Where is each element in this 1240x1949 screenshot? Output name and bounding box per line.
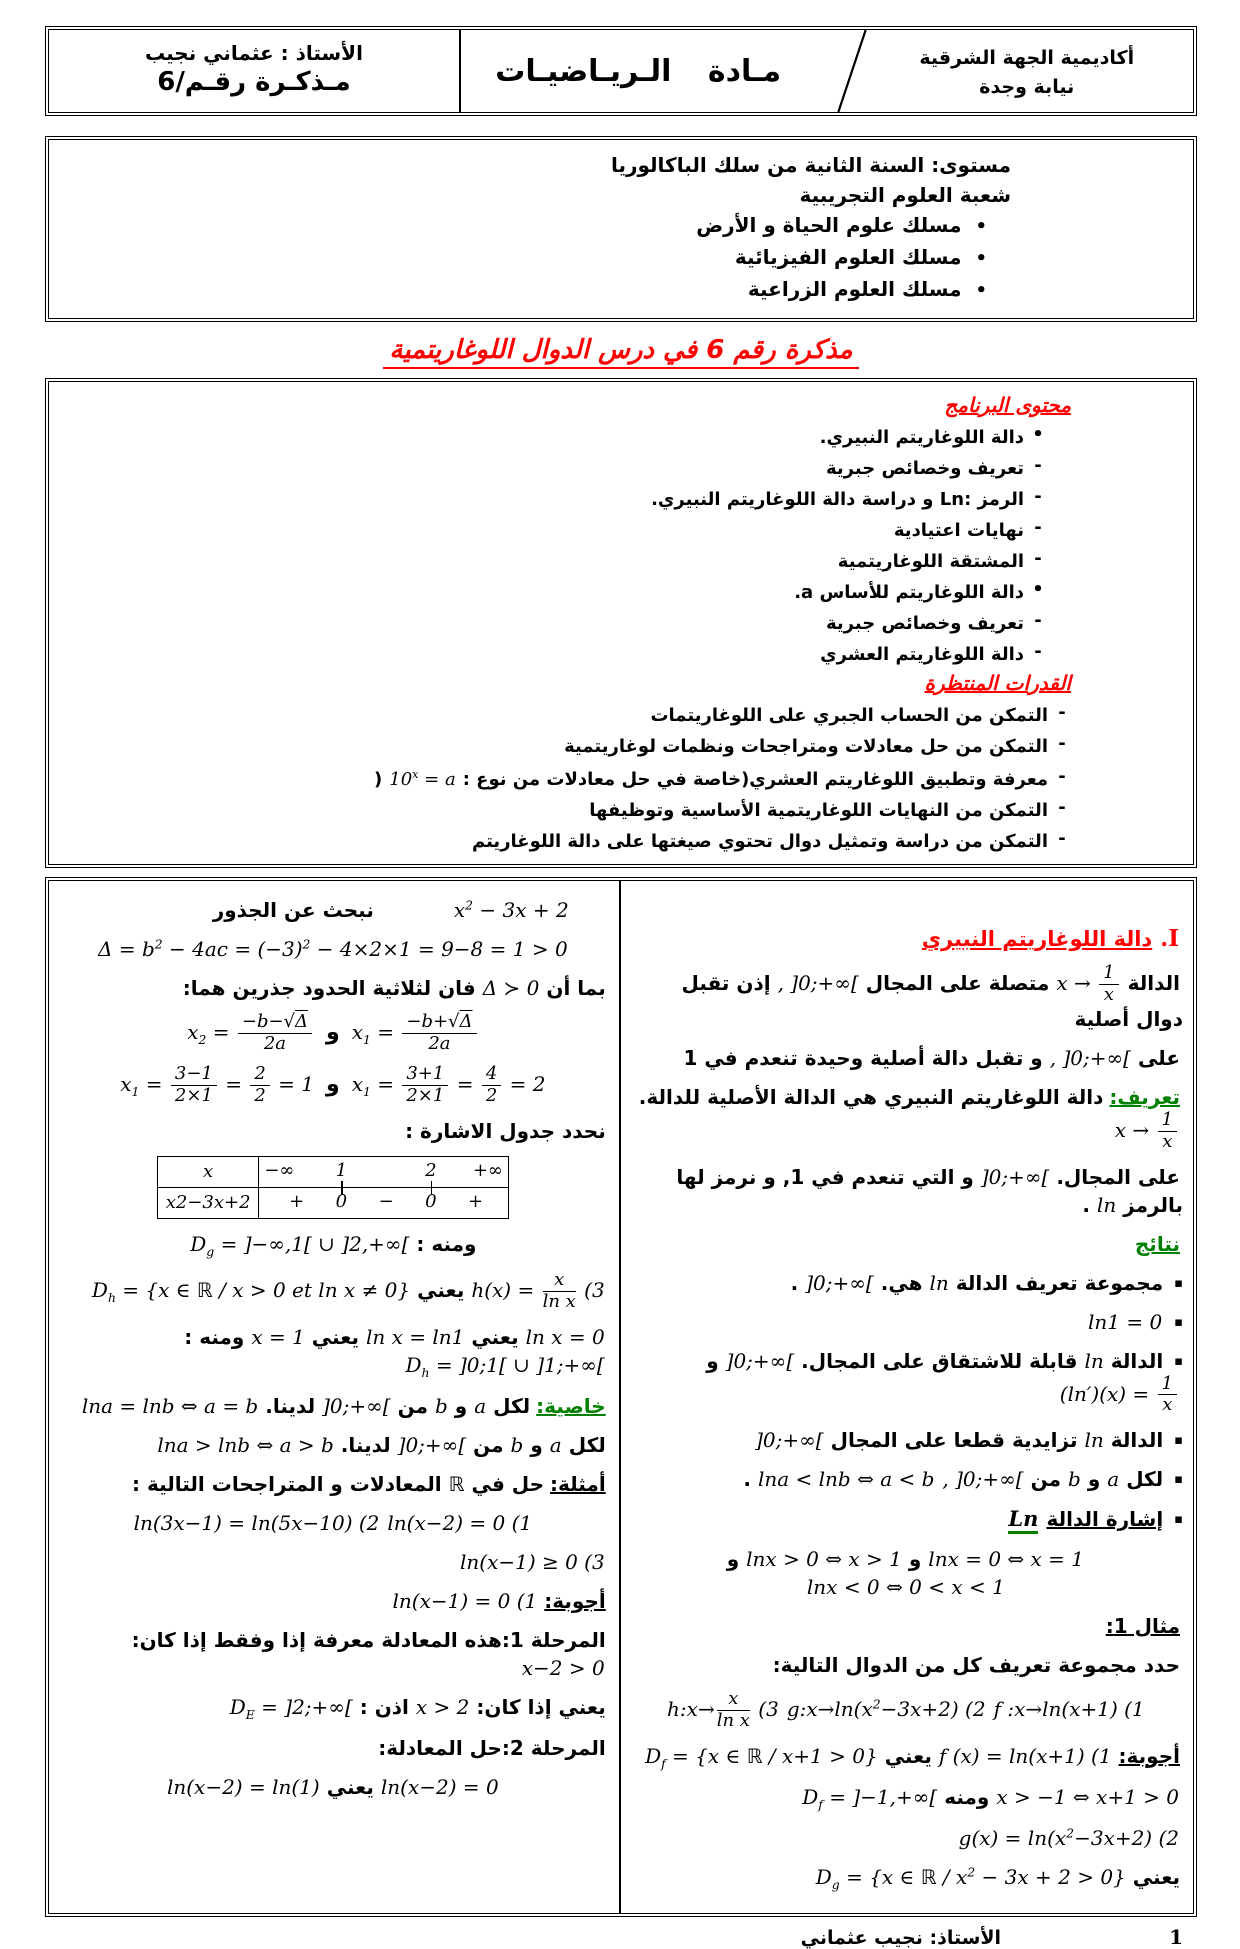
text-segment: و xyxy=(726,1546,740,1571)
text-segment: لكل xyxy=(568,1433,606,1458)
bullet-marker: - xyxy=(1034,517,1042,538)
math-segment: $g(x) = \ln(x^2-3x+2)$ (2 xyxy=(958,1825,1179,1851)
text-segment: من xyxy=(397,1394,428,1419)
text-segment: الرمز :Ln و دراسة دالة اللوغاريتم النبيري. xyxy=(651,489,1024,510)
math-segment: x−2 > 0 xyxy=(521,1656,605,1681)
text-segment: لدينا. xyxy=(265,1394,316,1419)
content-line xyxy=(57,1773,609,1801)
subject-title: مـادة الـريـاضيـات xyxy=(495,53,782,89)
underlined-label: أجوبة: xyxy=(1118,1743,1180,1768)
math-segment: lna = lnb ⇔ a = b xyxy=(81,1394,259,1419)
content-line xyxy=(57,1230,609,1260)
sign-table-header-row xyxy=(158,1157,508,1187)
bullet-icon: • xyxy=(975,248,987,269)
math-segment: ]0;+∞[ xyxy=(397,1433,467,1458)
content-line xyxy=(57,1548,609,1576)
math-segment: b xyxy=(1068,1467,1081,1492)
content-line xyxy=(63,607,1045,637)
sign-value: 0 xyxy=(335,1190,348,1212)
math-segment: $D_f = ]-1,+\infty$[ xyxy=(802,1784,938,1812)
content-line xyxy=(63,794,1069,824)
track-item xyxy=(69,274,987,306)
bullet-marker: ▪ xyxy=(1174,1314,1183,1330)
text-segment: ومنه xyxy=(944,1784,990,1809)
text-segment: قابلة للاشتقاق على المجال. xyxy=(801,1348,1078,1373)
content-line xyxy=(63,514,1045,544)
math-segment: , ]0;+∞[ xyxy=(942,1467,1024,1492)
green-label: خاصية: xyxy=(536,1394,606,1419)
text-segment: تزايدية قطعا على المجال xyxy=(830,1428,1078,1453)
math-segment: $x_1$ = $\frac{3+1}{2\times 1}$ = $\frac{4}{2}$ = 2 xyxy=(351,1062,546,1106)
content-line xyxy=(629,1308,1183,1336)
bullet-marker: ▪ xyxy=(1174,1512,1183,1528)
bullet-marker: ▪ xyxy=(1174,1472,1183,1488)
content-line xyxy=(57,1062,609,1106)
underlined-label: مثال 1: xyxy=(1105,1613,1180,1638)
text-segment: المشتقة اللوغاريتمية xyxy=(837,551,1024,572)
content-line xyxy=(63,545,1045,575)
math-segment: lna > lnb ⇔ a > b xyxy=(157,1433,334,1458)
sign-value: 0 xyxy=(425,1190,437,1212)
content-line xyxy=(629,1651,1183,1679)
bullet-marker: - xyxy=(1058,828,1066,849)
left-column xyxy=(49,881,619,1913)
bullet-marker: - xyxy=(1058,702,1066,723)
math-segment: $D_f = \{x$ ∈ ℝ / x+1 > 0} xyxy=(645,1743,878,1771)
right-column xyxy=(619,881,1193,1913)
text-segment: المعادلات و المتراجحات التالية : xyxy=(131,1472,442,1497)
text-segment: دالة اللوغاريتم العشري xyxy=(820,644,1024,665)
bullet-icon: • xyxy=(975,280,987,301)
math-segment: ln xyxy=(1084,1428,1104,1453)
text-segment: و xyxy=(908,1546,922,1571)
math-segment: , ]0;+∞[ xyxy=(777,970,859,995)
sign-value: + xyxy=(468,1190,484,1212)
content-line xyxy=(629,1824,1183,1852)
bound-value: −∞ xyxy=(264,1159,295,1181)
math-segment: $D_g = ]-\infty,1$[ ∪ ]2,+∞[ xyxy=(190,1231,410,1259)
text-segment: على المجال. xyxy=(1056,1164,1180,1189)
left-column-content-bottom xyxy=(57,1230,609,1802)
track-label: مسلك علوم الحياة و الأرض xyxy=(696,213,962,237)
content-line xyxy=(63,483,1045,513)
section-heading xyxy=(629,925,1179,952)
content-line xyxy=(57,1587,609,1615)
math-segment: $10^x = a$ xyxy=(389,768,456,790)
doc-title: مذكرة رقم 6 في درس الدوال اللوغاريتمية xyxy=(383,335,858,369)
math-segment: (ln′)(x) = $\frac{1}{x}$ xyxy=(1060,1375,1179,1416)
content-line xyxy=(629,1269,1183,1297)
text-segment: لكل xyxy=(493,1394,531,1419)
math-segment: ln(x−2) = 0 (1 xyxy=(387,1511,533,1536)
track-item xyxy=(69,210,987,242)
text-segment: يعني xyxy=(311,1324,359,1349)
bullet-marker: - xyxy=(1058,766,1066,787)
program-box xyxy=(45,378,1197,868)
math-segment: x → $\frac{1}{x}$ xyxy=(1056,964,1120,1005)
text-segment: و xyxy=(706,1348,719,1373)
math-segment: ln xyxy=(929,1270,949,1295)
text-segment: نبحث عن الجذور xyxy=(212,898,374,922)
track-label: مسلك العلوم الزراعية xyxy=(747,277,962,301)
text-segment: إذن تقبل دوال أصلية xyxy=(681,970,1183,1031)
page-footer xyxy=(45,1925,1197,1949)
text-segment: و xyxy=(530,1433,543,1458)
text-segment: يعني xyxy=(326,1775,374,1800)
math-segment: ℝ xyxy=(448,1472,465,1497)
math-segment: ln xyxy=(1084,1348,1104,1373)
text-segment: يعني xyxy=(471,1324,519,1349)
math-segment: ln(x−2) = ln(1) xyxy=(166,1775,320,1800)
math-segment: $x_1$ = $\frac{-b+√\Delta}{2a}$ xyxy=(352,1013,479,1054)
text-segment: دالة اللوغاريتم للأساس a. xyxy=(794,582,1024,603)
content-line xyxy=(63,452,1045,482)
text-segment: التمكن من النهايات اللوغاريتمية الأساسية وتوظيفها xyxy=(589,800,1048,821)
math-segment: lnx > 0 ⇔ x > 1 xyxy=(746,1546,902,1571)
text-segment: لكل xyxy=(1126,1467,1164,1492)
text-segment: يعني xyxy=(884,1743,932,1768)
underlined-label: إشارة الدالة xyxy=(1046,1507,1164,1532)
content-line xyxy=(63,421,1045,451)
track-label: مسلك العلوم الفيزيائية xyxy=(734,245,962,269)
content-line xyxy=(629,1742,1183,1772)
program-content-heading: محتوى البرنامج xyxy=(944,393,1071,417)
math-segment: ln(x−1) ≥ 0 (3 xyxy=(459,1550,605,1575)
text-segment: حدد مجموعة تعريف كل من الدوال التالية: xyxy=(772,1652,1180,1677)
math-segment: Δ ≻ 0 xyxy=(482,976,540,1000)
sign-table-var: x xyxy=(158,1157,260,1187)
text-segment: ( xyxy=(374,769,383,790)
bound-value: +∞ xyxy=(472,1159,503,1181)
content-line xyxy=(57,1734,609,1762)
math-segment: x → $\frac{1}{x}$ xyxy=(1115,1111,1179,1152)
bullet-marker: ▪ xyxy=(1174,1353,1183,1369)
text-segment: من xyxy=(1030,1467,1061,1492)
green-label: نتائج xyxy=(1134,1231,1180,1256)
bullet-icon: • xyxy=(975,216,987,237)
content-line xyxy=(629,1863,1183,1893)
text-segment: من xyxy=(473,1433,504,1458)
math-segment: $x_1$ = $\frac{3-1}{2\times 1}$ = $\frac{2}{2}$ = 1 xyxy=(120,1062,315,1106)
footer-teacher: الأستاذ: نجيب عثماني xyxy=(800,1926,1002,1949)
underlined-label: أجوبة: xyxy=(544,1589,606,1614)
text-segment: التمكن من الحساب الجبري على اللوغاريتمات xyxy=(650,705,1048,726)
text-segment: دالة اللوغاريتم النبيري هي الدالة الأصلية للدالة. xyxy=(638,1084,1104,1109)
bullet-marker: - xyxy=(1058,733,1066,754)
header-table xyxy=(45,26,1197,116)
sign-table-bounds xyxy=(259,1157,508,1187)
content-line xyxy=(57,1392,609,1420)
math-segment: $D_h = \{x$ ∈ ℝ / x > 0 et ln x ≠ 0} xyxy=(91,1277,411,1305)
sign-table-expr: x2−3x+2 xyxy=(158,1188,260,1218)
right-column-content xyxy=(629,964,1183,1894)
expected-skills-heading: القدرات المنتظرة xyxy=(924,671,1071,695)
math-segment: lnx = 0 ⇔ x = 1 xyxy=(928,1546,1084,1571)
bullet-marker: • xyxy=(1032,424,1044,445)
content-line xyxy=(57,935,609,963)
text-segment: يعني xyxy=(417,1277,465,1302)
academy-line2: نيابة وجدة xyxy=(979,76,1075,98)
text-segment: و xyxy=(1087,1467,1101,1492)
ln-symbol: Ln xyxy=(1008,1506,1038,1534)
content-line xyxy=(629,1347,1183,1416)
diagonal-line-icon xyxy=(829,30,875,112)
content-line xyxy=(629,1163,1183,1219)
content-line xyxy=(57,1431,609,1459)
text-segment: لدينا. xyxy=(340,1433,391,1458)
math-segment: x = 1 xyxy=(251,1324,305,1349)
text-segment: معرفة وتطبيق اللوغاريتم العشري(خاصة في حل معادلات من نوع : xyxy=(462,769,1048,790)
sign-table-sign-row xyxy=(158,1187,508,1218)
and-word: و xyxy=(326,1019,340,1045)
math-segment: $x^2 - 3x + 2$ xyxy=(453,897,569,922)
content-line xyxy=(57,1626,609,1682)
content-line xyxy=(57,1268,609,1312)
math-segment: h:x→ $\frac{x}{\text{ln x}}$ (3 xyxy=(667,1687,779,1731)
math-segment: ]0;+∞[ xyxy=(805,1270,874,1295)
content-line xyxy=(629,1426,1183,1454)
bullet-marker: ▪ xyxy=(1174,1275,1183,1291)
text-segment: المرحلة 1:هذه المعادلة معرفة إذا وفقط إذا كان: xyxy=(131,1628,606,1653)
text-segment: يعني xyxy=(1132,1865,1180,1890)
underlined-label: أمثلة: xyxy=(550,1472,606,1497)
text-segment: دالة اللوغاريتم النبيري. xyxy=(819,427,1024,448)
sign-value: − xyxy=(378,1190,394,1212)
sign-table xyxy=(157,1156,509,1219)
section-number: I. xyxy=(1160,925,1179,952)
doc-title-row xyxy=(45,335,1197,369)
content-line xyxy=(63,825,1069,855)
root-value: 2 xyxy=(425,1159,437,1181)
level-line: مستوى: السنة الثانية من سلك الباكالوريا xyxy=(610,153,1011,177)
content-line xyxy=(629,1230,1183,1258)
text-segment: المرحلة 2:حل المعادلة: xyxy=(378,1736,606,1761)
text-segment: التمكن من حل معادلات ومتراجحات ونظمات لوغاريتمية xyxy=(564,736,1048,757)
branch-line: شعبة العلوم التجريبية xyxy=(799,183,1011,207)
math-segment: $x_2$ = $\frac{-b-√\Delta}{2a}$ xyxy=(187,1013,314,1054)
text-segment: . xyxy=(1082,1192,1090,1217)
sign-table-signs xyxy=(259,1188,508,1218)
math-segment: h(x) = $\frac{x}{\text{ln x}}$ (3 xyxy=(471,1268,605,1312)
math-segment: ]0;+∞[ xyxy=(980,1164,1050,1189)
teacher-name: الأستاذ : عثماني نجيب xyxy=(144,41,363,65)
subject-cell xyxy=(461,30,816,112)
text-segment: و تقبل دالة أصلية وحيدة تنعدم في 1 xyxy=(683,1045,1043,1070)
math-segment: $\Delta = b^2 - 4ac = (-3)^2 - 4\times 2\times 1 = 9-8 = 1 > 0$ xyxy=(98,936,568,961)
academy-cell xyxy=(815,30,1193,112)
content-line xyxy=(629,964,1183,1033)
content-line xyxy=(57,1693,609,1723)
content-line xyxy=(629,1504,1183,1533)
math-segment: lnx < 0 ⇔ 0 < x < 1 xyxy=(806,1574,1005,1599)
text-segment: يعني إذا كان: xyxy=(476,1695,606,1720)
math-segment: ln x = ln1 xyxy=(366,1324,465,1349)
text-segment: مجموعة تعريف الدالة xyxy=(955,1270,1164,1295)
content-line xyxy=(57,1470,609,1498)
content-line xyxy=(629,1465,1183,1493)
text-segment: و التي تنعدم في 1, و نرمز لها بالرمز xyxy=(676,1164,1183,1217)
text-segment: و xyxy=(454,1394,468,1419)
section-title: دالة اللوغاريتم النبيري xyxy=(921,927,1153,951)
bullet-marker: - xyxy=(1034,486,1042,507)
math-segment: f :x→ln(x+1) (1 xyxy=(993,1696,1145,1721)
text-segment: تعريف وخصائص جبرية xyxy=(825,458,1024,479)
content-line xyxy=(63,576,1045,606)
text-segment: التمكن من دراسة وتمثيل دوال تحتوي صيغتها على دالة اللوغاريتم xyxy=(471,831,1048,852)
text-segment: نهايات اعتيادية xyxy=(893,520,1024,541)
math-segment: f (x) = ln(x+1) (1 xyxy=(938,1743,1112,1768)
math-segment: ln(x−1) = 0 (1 xyxy=(392,1589,538,1614)
left-column-content-top xyxy=(57,896,609,1145)
content-line xyxy=(629,1612,1183,1640)
content-line xyxy=(63,730,1069,760)
math-segment: ln xyxy=(1096,1192,1117,1217)
math-segment: x > 2 xyxy=(415,1695,470,1720)
text-segment: تعريف وخصائص جبرية xyxy=(825,613,1024,634)
content-line xyxy=(63,638,1045,668)
math-segment: a xyxy=(1107,1467,1120,1492)
content-line xyxy=(629,1044,1183,1072)
content-line xyxy=(57,974,609,1002)
math-segment: $D_g = \{x$ ∈ ℝ / $x^2 - 3x + 2 > 0$} xyxy=(815,1864,1126,1893)
math-segment: ln(3x−1) = ln(5x−10) (2 xyxy=(133,1511,380,1536)
bullet-marker: • xyxy=(1032,579,1044,600)
content-line xyxy=(63,761,1069,793)
text-segment: نحدد جدول الاشارة : xyxy=(405,1118,606,1143)
content-line xyxy=(629,1783,1183,1813)
green-label: تعريف: xyxy=(1109,1084,1180,1109)
math-segment: , ]0;+∞[ xyxy=(1049,1045,1131,1070)
content-line xyxy=(63,699,1069,729)
math-segment: b xyxy=(510,1433,524,1458)
content-line xyxy=(57,1323,609,1381)
math-segment: x > −1 ⇔ x+1 > 0 xyxy=(996,1784,1179,1809)
teacher-cell xyxy=(49,30,461,112)
sign-value: + xyxy=(289,1190,305,1212)
bullet-marker: ▪ xyxy=(1174,1433,1183,1449)
text-segment: على xyxy=(1137,1045,1180,1070)
track-item xyxy=(69,242,987,274)
root-value: 1 xyxy=(335,1159,348,1181)
math-segment: ln(x−2) = 0 xyxy=(380,1775,499,1800)
text-segment: . xyxy=(790,1270,799,1295)
main-box xyxy=(45,877,1197,1917)
content-line xyxy=(57,896,609,924)
math-segment: ]0;+∞[ xyxy=(725,1348,795,1373)
academy-line1: أكاديمية الجهة الشرقية xyxy=(919,47,1135,69)
and-word: و xyxy=(326,1071,340,1097)
text-segment: فان لثلاثية الحدود جذرين هما: xyxy=(182,976,476,1000)
text-segment: بما أن xyxy=(546,976,606,1000)
content-line xyxy=(57,1013,609,1054)
bullet-marker: - xyxy=(1034,641,1042,662)
level-box xyxy=(45,136,1197,322)
text-segment: حل في xyxy=(471,1472,545,1497)
text-segment: ومنه : xyxy=(416,1231,477,1256)
bullet-marker: - xyxy=(1034,610,1042,631)
text-segment: اذن : xyxy=(359,1695,409,1720)
program-content-list xyxy=(63,421,1071,668)
content-line xyxy=(57,1509,609,1537)
math-segment: $D_E$ = ]2;+∞[ xyxy=(229,1695,353,1723)
math-segment: $D_h$ = ]0;1[ ∪ ]1;+∞[ xyxy=(405,1352,605,1380)
content-line xyxy=(629,1545,1183,1601)
text-segment: الدالة xyxy=(1110,1428,1164,1453)
math-segment: ln1 = 0 xyxy=(1087,1309,1163,1334)
text-segment: هي. xyxy=(880,1270,923,1295)
content-line xyxy=(629,1687,1183,1731)
math-segment: lna < lnb ⇔ a < b xyxy=(757,1467,935,1492)
text-segment: الدالة xyxy=(1110,1348,1164,1373)
math-segment: ]0;+∞[ xyxy=(322,1394,391,1419)
note-number: مـذكـرة رقـم/6 xyxy=(157,67,351,97)
bullet-marker: - xyxy=(1034,455,1042,476)
text-segment: ومنه : xyxy=(184,1324,245,1349)
text-segment: متصلة على المجال xyxy=(865,970,1050,995)
math-segment: ]0;+∞[ xyxy=(755,1428,824,1453)
text-segment: الدالة xyxy=(1127,970,1180,995)
math-segment: ln x = 0 xyxy=(525,1324,605,1349)
bullet-marker: - xyxy=(1034,548,1042,569)
math-segment: $g:x\to\ln(x^2-3x+2)$ (2 xyxy=(786,1695,986,1721)
skills-list xyxy=(63,699,1071,855)
math-segment: a xyxy=(474,1394,487,1419)
math-segment: a xyxy=(549,1433,562,1458)
content-line xyxy=(57,1117,609,1145)
math-segment: b xyxy=(434,1394,448,1419)
content-line xyxy=(629,1083,1183,1152)
text-segment: . xyxy=(743,1467,751,1492)
page-number: 1 xyxy=(1169,1924,1183,1949)
bullet-marker: - xyxy=(1058,797,1066,818)
